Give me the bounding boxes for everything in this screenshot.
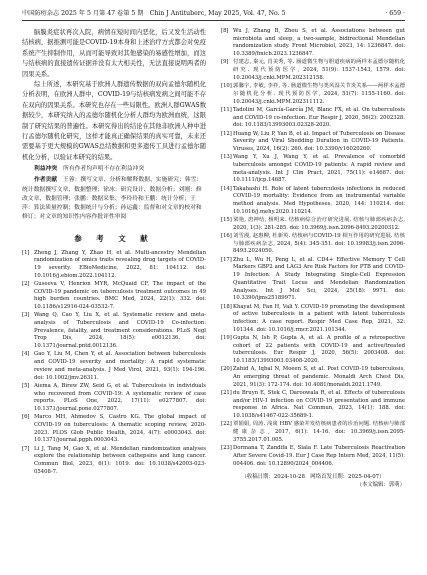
reference-item [221,304,405,335]
reference-number: [14] [221,185,232,192]
reference-text: du Bruyn E, Stek C, Daroowala R, et al. Effects of tuberculosis and/or HIV-1 infection on COVID-19 presentation and immune response in Africa. Nat Commun, 2023, 14(1): 188. doi: 10.1038/s41467-022-35689-1. [233,390,405,420]
reference-text: Tadolini M, García-García JM, Blanc FX, et al. On tuberculosis and COVID-19 co-infection. Eur Respir J, 2020, 56(2): 2002328. doi: 10.1183/13993003.02328-2020. [233,106,405,129]
contribution-text: 王蓉：撰写文章、分析和解释数据、实施研究；韩雪：统计数据撰写文章、数据整理；徐冰：研究设计、数据分析；刘刚：修改文章、数据管理；张鹏：数据采集、李玲玲和王鹏：统计分析；王萍：算法质量控制；数据统计与分析；孙运鑫：监督和对文章的校对和修订；对文章的知识性内容作批评性审阅 [22,177,203,221]
reference-number: [23] [221,445,232,452]
reference-number: [8] [221,28,229,34]
page-number: · 659 · [385,10,405,17]
reference-number: [3] [22,312,30,319]
running-header [22,8,405,21]
journal-citation-header: 中国防痨杂志 2025 年 5 月第 47 卷第 5 期 Chin J Antituberc, May 2025, Vol. 47, No. 5 [22,10,286,17]
reference-item [221,217,405,232]
reference-item [221,421,405,444]
reference-item [221,186,405,217]
reference-number: [22] [221,421,232,428]
conflict-text: 所有作者均声明不存在利益冲突 [63,166,145,173]
reference-number: [5] [22,382,30,389]
reference-item [221,390,405,421]
reference-text: 梁艳, 唐神结, 杨明来. 结核病综合治疗研究进展. 结核与肺部疾病杂志, 2020, 1(3): 281-285. doi: 10.3969/j.issn.2096-8493.20200312. [233,217,405,231]
reference-item [22,446,206,477]
reference-item [22,383,206,414]
reference-text: Marco MH, Ahmedov S, Castro KG. The global impact of COVID-19 on tuberculosis: A thematic scoping review, 2020-2023. PLOS Glob Public Health, 2024, 4(7): e0003043. doi: 10.1371/journal.pgph.0003043. [34,414,206,444]
reference-number: [4] [22,351,30,358]
reference-text: Huang W, Liu P, Yan B, et al. Impact of Tuberculosis on Disease Severity and Viral Shedding Duration in COVID-19 Patients. Viruses, 2024, 16(2): 260. doi: 10.3390/v16020260. [233,130,405,152]
reference-text: Wu J, Zhang B, Zhou S, et al. Associations between gut microbiota and sleep, a two-sample, bidirectional Mendelian randomization study. Front Microbiol, 2023, 14: 1236847. doi: 10.3389/fmicb.2023.1236847. [233,28,405,58]
reference-number: [2] [22,280,30,287]
reference-text: Zhu L, Wu H, Peng L, et al. CD4+ Effective Memory T Cell Markers GBP2 and LAG3 Are Risk Factors for PTB and COVID-19 Infection: A Study Integrating Single-Cell Expression Quantitative Trait Locus and Mendelian Randomization Analyses. Int J Mol Sci, 2024, 25(18): 9971. doi: 10.3390/ijms25189971. [233,256,405,302]
reference-item [221,445,405,468]
reference-text: 郭馨宇, 李敏, 李祥, 等. 肠道微生物与类风湿关节炎关系——两样本孟德尔随机化分析. 现代预防医学, 2024, 51(7): 1155-1160. doi: 10.20043/j.cnki.MPM.202311112. [233,83,405,105]
reference-text: Aiema A, Birew ZW, Seid G, et al. Tuberculosis in individuals who recovered from COVID-19: A systematic review of case reports. PLoS One, 2022, 17(11): e0277807. doi: 10.1371/journal.pone.0277807. [34,382,206,412]
editor-note: （本文编辑：郭萌） [356,482,405,489]
reference-number: [18] [221,303,232,310]
reference-item [221,335,405,366]
reference-item [221,233,405,256]
reference-text: Dormana T, Zandifa E, Siala F. Late Tuberculosis Reactivation After Severe Covid-19. Eur J Case Rep Intern Med, 2024, 11(5): 004406. doi: 10.12890/2024_004406. [233,445,405,467]
reference-item [221,366,405,389]
left-column [22,28,206,568]
reference-number: [1] [22,249,30,256]
reference-list-left [22,250,206,477]
reference-number: [13] [221,154,232,161]
reference-item [22,281,206,312]
reference-text: Zheng J, Zhang Y, Zhao H, et al. Multi-ancestry Mendelian randomization of omics traits revealing drug targets of COVID-19 severity. EBioMedicine, 2022, 81: 104112. doi: 10.1016/j.ebiom.2022.104112. [34,249,206,279]
reference-text: Wang Y, Xu J, Wang Y, et al. Prevalence of comorbid tuberculosis amongst COVID-19 patients: A rapid review and meta-analysis. Int J Clin Pract, 2021, 75(11): e14687. doi: 10.1111/ijcp.14687. [233,154,405,184]
reference-item [221,59,405,82]
reference-number: [6] [22,414,30,421]
reference-item [22,351,206,382]
reference-number: [19] [221,334,232,341]
reference-list-right [221,28,405,468]
reference-number: [17] [221,256,232,263]
reference-number: [12] [221,130,232,137]
conclusion-paragraph: 综上所述，本研究基于欧洲人群遗传数据的双向孟德尔随机化分析表明，在欧洲人群中，COVID-19与结核病发病之间可能不存在双向的因果关系。本研究也存在一些局限性。欧洲人群GWAS数据较少，本研究纳入的孟德尔随机化分析人群均为欧洲血统，这限制了研究结果的普遍性。本研究得出的结论在其他非欧洲人种中进行孟德尔随机化研究，这样才能真正确保结果的真实可靠，未来还需要基于更大规模的GWAS总结数据和更多遗传工具进行孟德尔随机化分析，以验证本研究的结果。 [22,81,206,161]
reference-number: [20] [221,366,232,373]
reference-item [221,83,405,106]
reference-text: 覃娟娟, 周涛. 浅谈 HBV 感染并发结核病患者的诊治问题. 结核病与肺部健康杂志, 2017, 6(1): 14-16. doi: 10.3969/j.issn.2095-3755.2017.01.005. [233,421,405,443]
reference-text: Gao Y, Liu M, Chen Y, et al. Association between tuberculosis and COVID-19 severity and mortality: A rapid systematic review and meta-analysis. J Med Virol, 2021, 93(1): 194-196. doi: 10.1002/jmv.26311. [34,351,206,381]
right-column [221,28,405,568]
reference-item [221,28,405,59]
conflict-statement [22,165,206,174]
contribution-statement [22,176,206,222]
reference-text: 刘雪漫, 赵惠柳, 杜新英. 结核病与COVID-19 相互作用的研究进展. 结核与肺部疾病杂志, 2024, 5(4): 345-351. doi: 10.19983/j.issn.2096-8493.2024050. [233,233,405,255]
reference-item [221,107,405,130]
reference-text: Takahashi H. Role of latent tuberculosis infections in reduced COVID-19 mortality: Evidence from an instrumental variable method analysis. Med Hypotheses, 2020, 144: 110214. doi: 10.1016/j.mehy.2020.110214. [233,185,405,215]
reference-item [221,257,405,303]
reference-text: 付建志, 秦元, 肖美秀, 等. 肠道微生物与胆道疾病的两样本孟德尔随机化研究. 现代预防医学, 2024, 51(9): 1537-1543, 1579. doi: 10.20043/j.cnki.MPM.202312158. [233,59,405,81]
reference-item [22,250,206,281]
reference-text: Li J, Tang M, Gao X, et al. Mendelian randomization analyses explore the relationship between cathepsins and lung cancer. Commun Biol, 2023, 6(1): 1019. doi: 10.1038/s42003-023-05408-7. [34,445,206,475]
reference-number: [11] [221,106,232,113]
reference-item [22,414,206,445]
reference-item [221,131,405,154]
reference-number: [10] [221,83,232,90]
reference-number: [15] [221,217,232,224]
reference-text: Zahid A, Iqbal N, Moeen S, et al. Post COVID-19 tuberculosis, An emerging threat of pandemic. Monaldi Arch Chest Dis, 2021, 91(3): 172-174. doi: 10.4081/monaldi.2021.1749. [233,366,405,388]
reference-number: [9] [221,59,229,66]
reference-text: Guseeva V, Henrion MYR, McQuaid CF, The impact of the COVID-19 pandemic on tuberculosis treatment outcomes in 49 high burden countries. BMC Med, 2024, 22(1): 332. doi: 10.1186/s12916-024-03532-7. [34,280,206,311]
reference-number: [16] [221,233,232,240]
discussion-paragraph: 脑膜炎症状再次入院，病情在短时间内恶化，后又发生活动性结核病，据推测可能是COVID-19本身和上述治疗方式都会对免疫系统产生抑制作用，从而可能导致对其他感染的易感性增加，而这与结核病的直接遗传证据并没有太大相关性，无法直接说明两者的因果关系。 [22,29,206,78]
reference-text: Wang Q, Cao Y, Liu X, et al. Systematic review and meta-analysis of Tuberculosis and COVID-19 Co-infection: Prevalence, fatality, and treatment considerations. PLoS Negl Trop Dis, 2024, 18(5): e0012136. doi: 10.1371/journal.pntd.0012136. [34,312,206,350]
received-date-note: （收稿日期：2024-10-28 网络首发日期：2025-04-07） [241,474,385,481]
reference-item [22,312,206,351]
references-heading: 参 考 文 献 [74,233,154,243]
reference-number: [21] [221,390,232,397]
conflict-label: 利益冲突 [34,166,58,173]
reference-text: Gupta N, Ish P, Gupta A, et al. A profile of a retrospective cohort of 22 patients with COVID-19 and active/treated tuberculosis. Eur Respir J, 2020, 56(5): 2003408. doi: 10.1183/13993003.03408-2020. [233,334,405,365]
reference-number: [7] [22,445,30,452]
contribution-label: 作者贡献 [34,177,58,184]
reference-item [221,154,405,185]
reference-text: Khayat M, Fan H, Vali Y. COVID-19 promoting the development of active tuberculosis in a patient with latent tuberculosis infection: A case report. Respir Med Case Rep, 2021, 32: 101344. doi: 10.1016/j.rmcr.2021.101344. [233,303,405,333]
